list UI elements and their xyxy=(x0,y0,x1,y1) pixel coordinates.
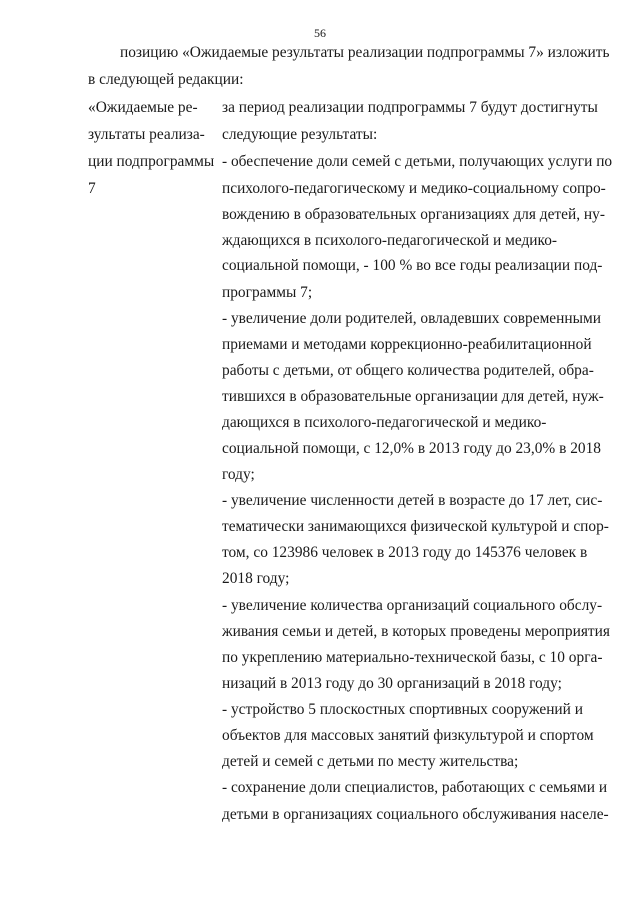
text-line: детей и семей с детьми по месту жительства; xyxy=(222,753,519,770)
text-line: - увеличение численности детей в возрасте до 17 лет, сис- xyxy=(222,492,603,509)
text-line: за период реализации подпрограммы 7 будут достигнуты xyxy=(222,99,598,116)
text-line: живания семьи и детей, в которых проведены мероприятия xyxy=(222,623,610,640)
left-label-line: ции подпрограммы xyxy=(88,153,215,170)
text-line: году; xyxy=(222,466,255,483)
text-line: приемами и методами коррекционно-реабилитационной xyxy=(222,336,592,353)
text-line: социальной помощи, - 100 % во все годы реализации под- xyxy=(222,257,603,274)
text-line: - обеспечение доли семей с детьми, получающих услуги по xyxy=(222,153,613,170)
text-line: психолого-педагогическому и медико-социальному сопро- xyxy=(222,180,606,197)
text-line: следующие результаты: xyxy=(222,126,378,143)
text-line: 2018 году; xyxy=(222,570,290,587)
intro-line-1: позицию «Ожидаемые результаты реализации подпрограммы 7» изложить xyxy=(120,44,610,61)
text-line: том, со 123986 человек в 2013 году до 145376 человек в xyxy=(222,544,588,561)
text-line: - увеличение доли родителей, овладевших современными xyxy=(222,310,601,327)
text-line: объектов для массовых занятий физкультурой и спортом xyxy=(222,727,594,744)
left-label-line: «Ожидаемые ре- xyxy=(88,99,198,116)
text-line: социальной помощи, с 12,0% в 2013 году до 23,0% в 2018 xyxy=(222,440,601,457)
page-number: 56 xyxy=(314,26,326,40)
left-label-line: зультаты реализа- xyxy=(88,126,205,143)
text-line: детьми в организациях социального обслуживания населе- xyxy=(222,806,609,823)
text-line: программы 7; xyxy=(222,284,313,301)
text-line: - устройство 5 плоскостных спортивных сооружений и xyxy=(222,701,583,718)
text-line: - сохранение доли специалистов, работающих с семьями и xyxy=(222,779,608,796)
text-line: по укреплению материально-технической базы, с 10 орга- xyxy=(222,649,603,666)
text-line: вождению в образовательных организациях для детей, ну- xyxy=(222,206,605,223)
left-label-line: 7 xyxy=(88,180,96,197)
text-line: тематически занимающихся физической культурой и спор- xyxy=(222,518,609,535)
text-line: тившихся в образовательные организации для детей, нуж- xyxy=(222,388,604,405)
text-line: - увеличение количества организаций социального обслу- xyxy=(222,597,603,614)
text-line: ждающихся в психолого-педагогической и медико- xyxy=(222,232,558,249)
text-line: низаций в 2013 году до 30 организаций в 2018 году; xyxy=(222,675,562,692)
text-line: дающихся в психолого-педагогической и медико- xyxy=(222,414,547,431)
intro-line-2: в следующей редакции: xyxy=(88,71,244,88)
text-line: работы с детьми, от общего количества родителей, обра- xyxy=(222,362,594,379)
